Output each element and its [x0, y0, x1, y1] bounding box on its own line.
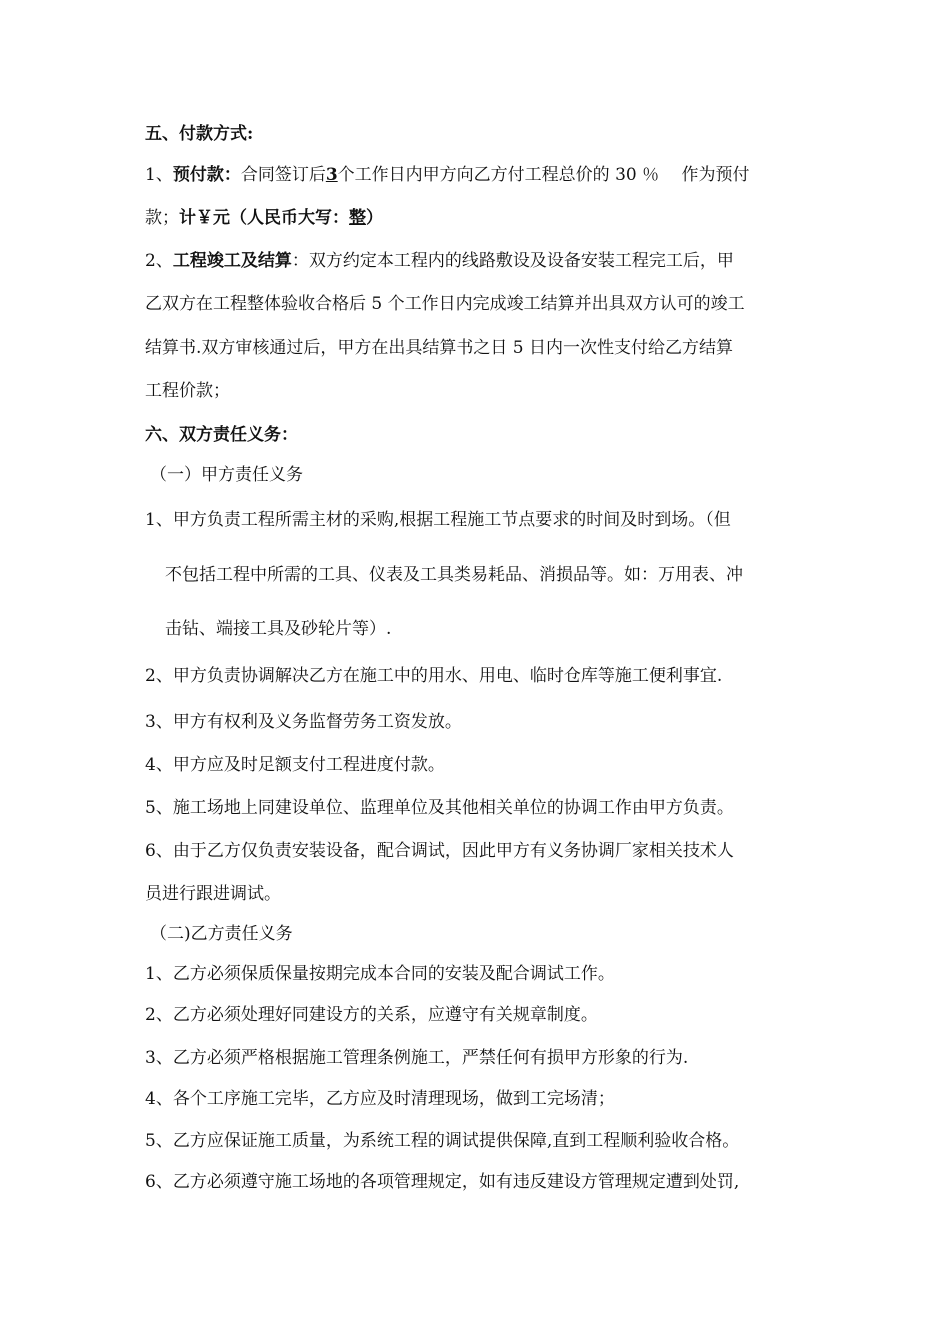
party-b-item-3: 3、乙方必须严格根据施工管理条例施工，严禁任何有损甲方形象的行为.: [145, 1048, 689, 1068]
item-number: 1、: [145, 165, 173, 185]
payment-item-2-line-4: 工程价款；: [145, 381, 230, 401]
label-colon: ：: [291, 251, 309, 271]
party-a-heading: （一）甲方责任义务: [150, 465, 303, 485]
party-a-item-5: 5、施工场地上同建设单位、监理单位及其他相关单位的协调工作由甲方负责。: [145, 798, 734, 818]
settlement-text-1: 双方约定本工程内的线路敷设及设备安装工程完工后，甲: [308, 251, 734, 271]
party-b-item-2: 2、乙方必须处理好同建设方的关系，应遵守有关规章制度。: [145, 1005, 598, 1025]
section-6-heading: 六、双方责任义务：: [145, 425, 298, 445]
advance-text-b: 个工作日内甲方向乙方付工程总价的 30 ％ 作为预付: [337, 165, 750, 185]
payment-item-2-line-3: 结算书.双方审核通过后，甲方在出具结算书之日 5 日内一次性支付给乙方结算: [145, 338, 734, 358]
payment-item-2-line-2: 乙双方在工程整体验收合格后 5 个工作日内完成竣工结算并出具双方认可的竣工: [145, 294, 745, 314]
party-b-item-1: 1、乙方必须保质保量按期完成本合同的安装及配合调试工作。: [145, 964, 615, 984]
advance-text-a: 合同签订后: [240, 165, 326, 185]
party-b-item-4: 4、各个工序施工完毕，乙方应及时清理现场，做到工完场清；: [145, 1089, 615, 1109]
item-number: 2、: [145, 251, 173, 271]
payment-item-2-line-1: [145, 249, 825, 273]
advance-amount-close: ）: [366, 208, 383, 228]
party-b-item-6: 6、乙方必须遵守施工场地的各项管理规定，如有违反建设方管理规定遭到处罚,: [145, 1172, 740, 1192]
party-b-heading: （二)乙方责任义务: [150, 924, 293, 944]
advance-payment-label: 预付款: [172, 165, 224, 185]
completion-settlement-label: 工程竣工及结算: [172, 251, 292, 271]
section-5-heading: 五、付款方式:: [145, 124, 254, 144]
party-a-item-1-line-3: 击钻、端接工具及砂轮片等）.: [165, 619, 392, 639]
advance-amount-text: 计￥元（人民币大写：: [179, 208, 349, 228]
payment-item-1-line-2: [145, 206, 825, 230]
advance-days-value: 3: [325, 165, 338, 185]
party-a-item-4: 4、甲方应及时足额支付工程进度付款。: [145, 755, 445, 775]
advance-line2-a: 款；: [145, 208, 179, 228]
party-a-item-6-line-1: 6、由于乙方仅负责安装设备，配合调试，因此甲方有义务协调厂家相关技术人: [145, 841, 734, 861]
party-a-item-1-line-1: 1、甲方负责工程所需主材的采购,根据工程施工节点要求的时间及时到场。（但: [145, 510, 731, 530]
party-a-item-2: 2、甲方负责协调解决乙方在施工中的用水、用电、临时仓库等施工便利事宜.: [145, 666, 723, 686]
party-b-item-5: 5、乙方应保证施工质量，为系统工程的调试提供保障,直到工程顺利验收合格。: [145, 1131, 740, 1151]
label-colon: ：: [223, 165, 241, 185]
advance-amount-whole: 整: [349, 208, 366, 228]
payment-item-1-line-1: [145, 163, 825, 187]
party-a-item-6-line-2: 员进行跟进调试。: [145, 884, 281, 904]
party-a-item-1-line-2: 不包括工程中所需的工具、仪表及工具类易耗品、消损品等。如：万用表、冲: [165, 565, 743, 585]
party-a-item-3: 3、甲方有权利及义务监督劳务工资发放。: [145, 712, 462, 732]
